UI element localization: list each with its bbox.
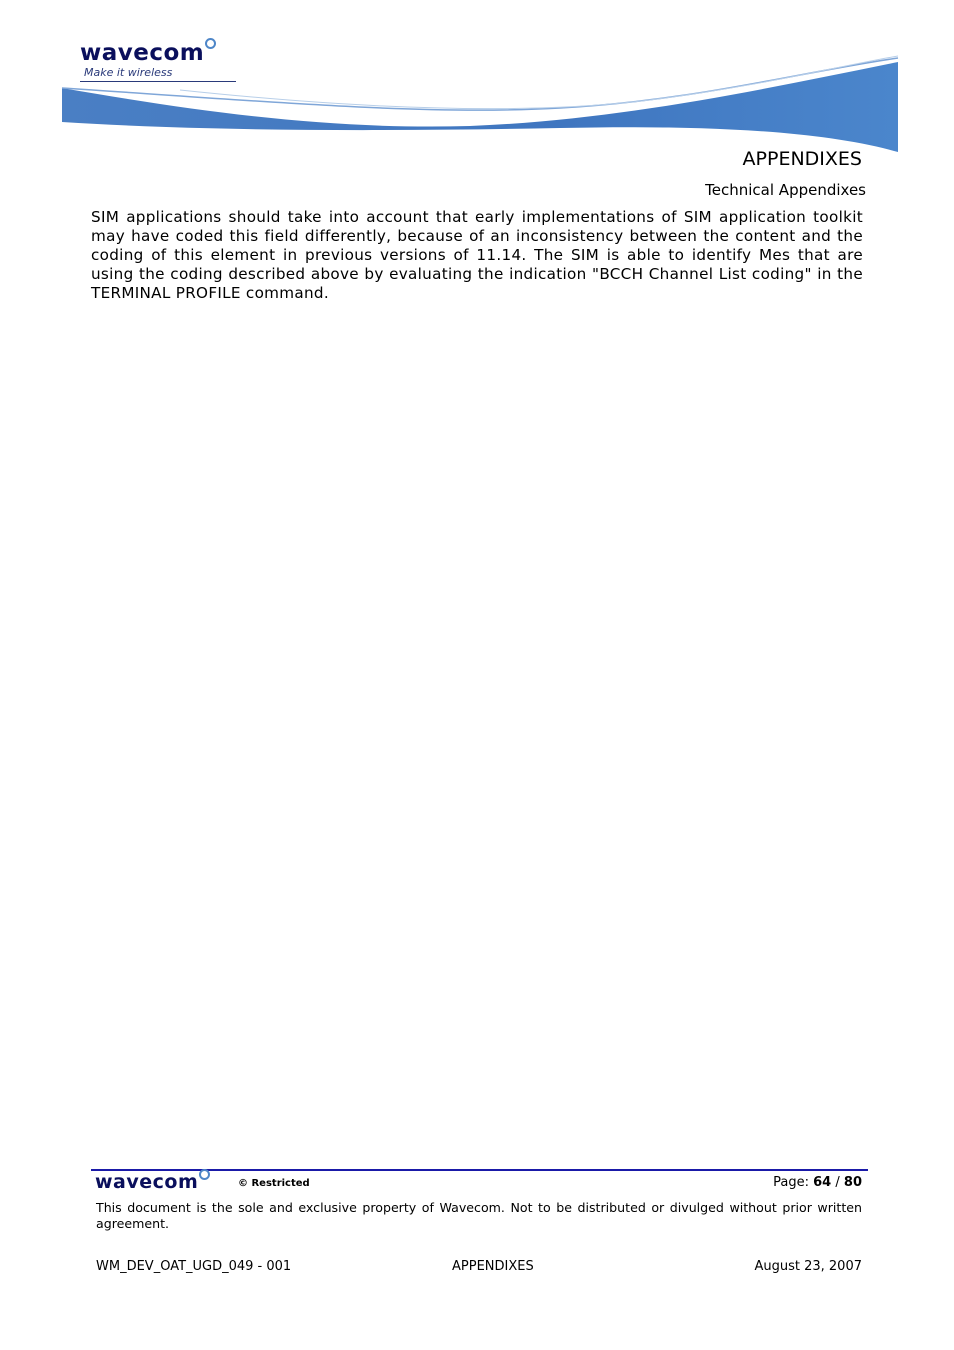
tagline: Make it wireless <box>84 66 173 79</box>
body-paragraph: SIM applications should take into account that early implementations of SIM application toolkit may have coded this field differently, because of an inconsistency between the content and the coding of this element in previous versions of 11.14. The SIM is able to identify Mes that are using the coding described above by evaluating the indication "BCCH Channel List coding" in the TERMINAL PROFILE command. <box>91 208 863 302</box>
page-separator: / <box>835 1175 840 1190</box>
tagline-underline <box>80 81 236 82</box>
logo-swirl-icon <box>205 38 216 49</box>
footer-wavecom-logo <box>95 1171 210 1193</box>
document-section: APPENDIXES <box>452 1259 534 1274</box>
footer-logo-swirl-icon <box>199 1169 210 1180</box>
header-swoosh-graphic <box>0 0 954 160</box>
page-label: Page: <box>773 1175 809 1190</box>
section-title: APPENDIXES <box>742 148 862 170</box>
document-date: August 23, 2007 <box>754 1259 862 1274</box>
document-reference: WM_DEV_OAT_UGD_049 - 001 <box>96 1259 292 1274</box>
page-number <box>773 1175 862 1190</box>
wavecom-logo <box>80 40 216 66</box>
logo-text: wavecom <box>80 40 205 66</box>
restricted-label: © Restricted <box>238 1178 310 1189</box>
page-total: 80 <box>843 1175 862 1190</box>
footer-logo-text: wavecom <box>95 1171 199 1193</box>
footer-disclaimer: This document is the sole and exclusive property of Wavecom. Not to be distributed or divulged without prior written agreement. <box>96 1200 862 1231</box>
section-subtitle: Technical Appendixes <box>705 181 866 199</box>
page-current: 64 <box>813 1175 832 1190</box>
